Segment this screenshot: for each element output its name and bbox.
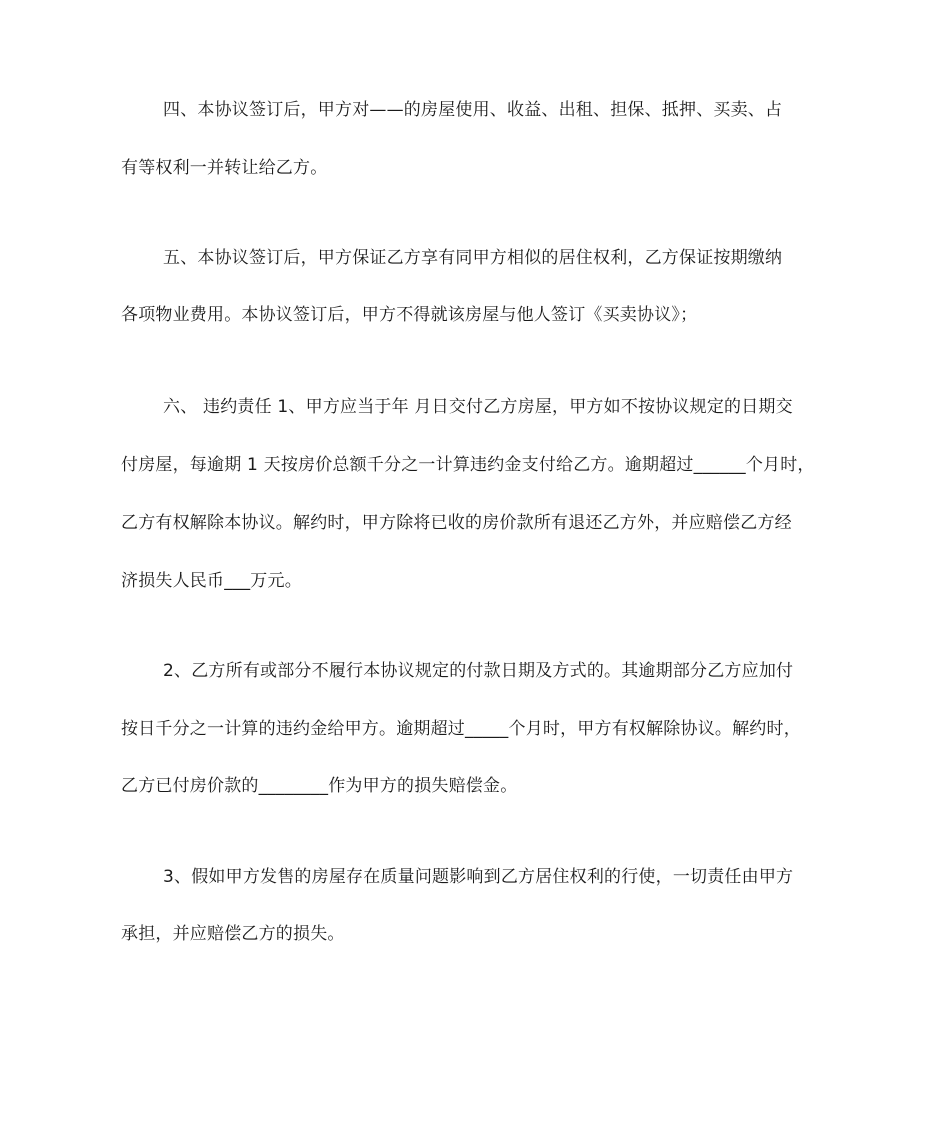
text-line: 付房屋，每逾期 1 天按房价总额千分之一计算违约金支付给乙方。逾期超过______个月时， <box>121 455 815 475</box>
text-line: 3、假如甲方发售的房屋存在质量问题影响到乙方居住权利的行使，一切责任由甲方 <box>163 867 794 887</box>
text-line: 济损失人民币___万元。 <box>121 571 302 591</box>
text-line: 按日千分之一计算的违约金给甲方。逾期超过_____个月时，甲方有权解除协议。解约时， <box>121 719 801 739</box>
text-line: 2、乙方所有或部分不履行本协议规定的付款日期及方式的。其逾期部分乙方应加付 <box>163 661 794 681</box>
text-line: 有等权利一并转让给乙方。 <box>121 158 328 178</box>
text-line: 六、 违约责任 1、甲方应当于年 月日交付乙方房屋，甲方如不按协议规定的日期交 <box>163 397 793 417</box>
text-line: 各项物业费用。本协议签订后，甲方不得就该房屋与他人签订《买卖协议》； <box>121 305 698 325</box>
text-line: 承担，并应赔偿乙方的损失。 <box>121 924 345 944</box>
text-line: 乙方有权解除本协议。解约时，甲方除将已收的房价款所有退还乙方外，并应赔偿乙方经 <box>121 513 792 533</box>
text-line: 四、本协议签订后，甲方对——的房屋使用、收益、出租、担保、抵押、买卖、占 <box>163 100 783 120</box>
text-line: 乙方已付房价款的________作为甲方的损失赔偿金。 <box>121 776 518 796</box>
text-line: 五、本协议签订后，甲方保证乙方享有同甲方相似的居住权利，乙方保证按期缴纳 <box>163 248 783 268</box>
